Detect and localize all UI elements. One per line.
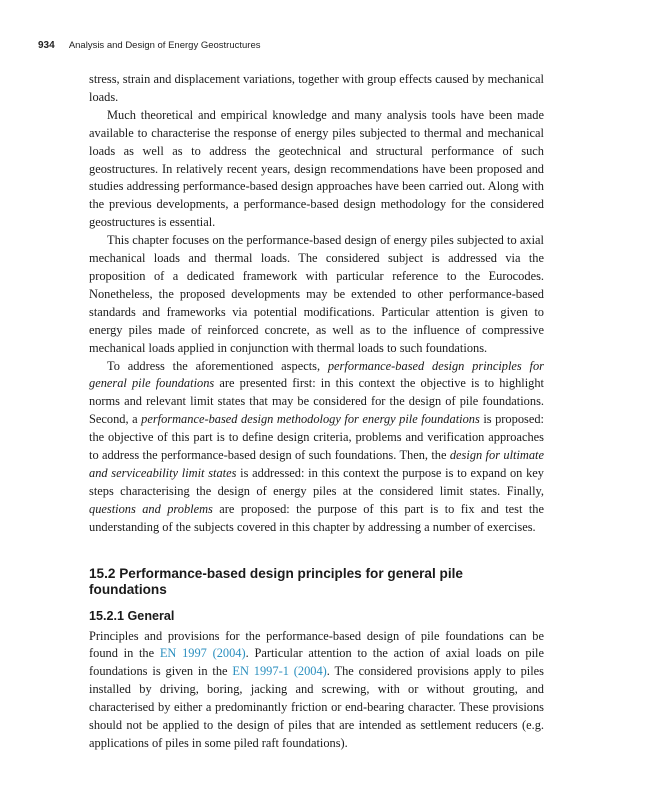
emphasis-design-methodology: performance-based design methodology for energy pile foundations bbox=[141, 412, 480, 427]
emphasis-design-principles: performance-based design principles for general pile foundations bbox=[89, 358, 544, 391]
citation-link-en1997-1[interactable]: EN 1997-1 (2004) bbox=[232, 664, 327, 679]
page-number: 934 bbox=[38, 40, 55, 51]
text-run: are presented first: in this context the objective is to highlight norms and relevant limit states that may be considered for the design of pile foundations. Second, a bbox=[89, 376, 544, 427]
paragraph-3: This chapter focuses on the performance-based design of energy piles subjected to axial mechanical loads and thermal loads. The considered subject is addressed via the proposition of a dedicated framework with particular reference to the Eurocodes. Nonetheless, the proposed developments may be extended to other performance-based standards and frameworks via potential modifications. Particular attention is given to energy piles made of reinforced concrete, as well as to the influence of compressive mechanical loads applied in conjunction with thermal loads to such foundations. bbox=[89, 233, 544, 355]
text-run: . The considered provisions apply to piles installed by driving, boring, jacking and screwing, with or without grouting, and characterised by either a predominantly friction or end-bearing character. These provisions should not be applied to the design of piles that are intended as settlement reducers (e.g. applications of piles in some piled raft foundations). bbox=[89, 664, 544, 750]
paragraph-2: Much theoretical and empirical knowledge and many analysis tools have been made available to characterise the response of energy piles subjected to thermal and mechanical loads as well as to address the geotechnical and structural performance of such geostructures. In relatively recent years, design recommendations have been proposed and studies addressing performance-based design approaches have been carried out. Along with the previous developments, a performance-based design methodology for the considered geostructures is essential. bbox=[89, 107, 544, 230]
emphasis-limit-states: design for ultimate and serviceability limit states bbox=[89, 448, 544, 480]
text-run: is addressed: in this context the purpose is to expand on key steps characterising the design of energy piles at the considered limit states. Finally, bbox=[89, 465, 544, 498]
running-title: Analysis and Design of Energy Geostructures bbox=[68, 40, 261, 51]
paragraph-1: stress, strain and displacement variations, together with group effects caused by mechanical loads. bbox=[89, 72, 544, 104]
citation-link-en1997[interactable]: EN 1997 (2004) bbox=[159, 646, 246, 661]
subsection-title: 15.2.1 General bbox=[89, 608, 175, 623]
body-text bbox=[89, 71, 544, 753]
section-title: 15.2 Performance-based design principles for general pile foundations bbox=[89, 565, 463, 597]
text-run: are proposed: the purpose of this part is to fix and test the understanding of the subjects covered in this chapter by addressing a number of exercises. bbox=[89, 501, 544, 534]
text-run: To address the aforementioned aspects, bbox=[107, 358, 328, 373]
emphasis-questions-problems: questions and problems bbox=[89, 501, 213, 516]
paragraph-4 bbox=[89, 358, 544, 537]
running-header bbox=[38, 40, 261, 51]
paragraph-5 bbox=[89, 628, 544, 753]
text-run: is proposed: the objective of this part is to define design criteria, problems and verification approaches to address the performance-based design of such foundations. Then, the bbox=[89, 412, 544, 463]
text-run: . Particular attention to the action of axial loads on pile foundations is given in the bbox=[89, 646, 545, 679]
text-run: Principles and provisions for the performance-based design of pile foundations can be found in the bbox=[89, 628, 544, 661]
